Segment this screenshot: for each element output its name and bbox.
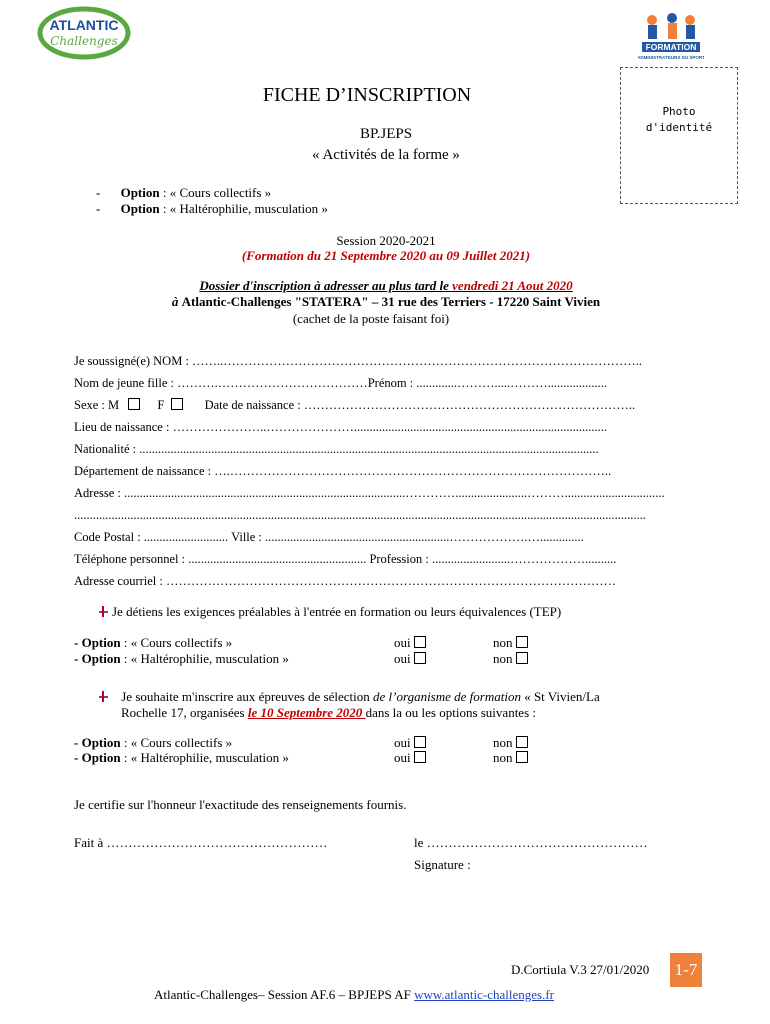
date-field[interactable]: le ……………………………………………: [414, 835, 648, 850]
page-number-badge: 1-7: [670, 953, 702, 987]
option-label: Option: [120, 201, 160, 216]
option-line-2: [96, 201, 328, 217]
signature-label[interactable]: Signature :: [414, 857, 471, 872]
atlantic-challenges-logo-graphic: [36, 4, 132, 62]
postmark-note: (cachet de la poste faisant foi): [292, 311, 450, 326]
tep-statement: [98, 604, 561, 620]
sexe-label: Sexe : M: [74, 398, 120, 412]
oui-label: oui: [394, 651, 411, 666]
selection-oui-2[interactable]: [394, 750, 426, 766]
tep-oui-2[interactable]: [394, 651, 426, 667]
bullet: -: [96, 201, 101, 216]
tep-text: Je détiens les exigences préalables à l'entrée en formation ou leurs équivalences (TEP): [112, 604, 562, 619]
formation-logo-graphic: [638, 12, 704, 64]
page-title: FICHE D’INSCRIPTION: [262, 84, 472, 106]
adresse-field-2[interactable]: .......................................................................................................................................................................................: [74, 508, 646, 522]
selection-statement: [98, 689, 698, 705]
formation-logo: [638, 12, 704, 64]
naissance-field[interactable]: Date de naissance : ……………………………………………………………………..: [204, 398, 636, 412]
checkbox-non[interactable]: [516, 751, 528, 763]
checkbox-non[interactable]: [516, 652, 528, 664]
selection-statement-2: [121, 705, 536, 721]
oui-label: oui: [394, 750, 411, 765]
checkbox-f[interactable]: [171, 398, 183, 410]
checkbox-oui[interactable]: [414, 652, 426, 664]
checkbox-oui[interactable]: [414, 736, 426, 748]
website-link[interactable]: www.atlantic-challenges.fr: [414, 987, 555, 1002]
selection-text-d: Rochelle 17, organisées: [121, 705, 248, 720]
bullet: -: [96, 185, 101, 200]
option-value: : « Haltérophilie, musculation »: [162, 201, 328, 216]
certify-text: Je certifie sur l'honneur l'exactitude des renseignements fournis.: [74, 797, 407, 812]
version-text: D.Cortiula V.3 27/01/2020: [511, 962, 650, 977]
deadline-prefix: Dossier d'inscription à adresser au plus tard le: [199, 278, 453, 293]
option-label: - Option: [74, 635, 121, 650]
checkbox-non[interactable]: [516, 636, 528, 648]
selection-non-1[interactable]: [493, 735, 528, 751]
photo-label-2: d'identité: [645, 121, 713, 134]
selection-text-b: de l’organisme de formation: [373, 689, 521, 704]
code-postal-field[interactable]: Code Postal : ........................... Ville : ...........................................................……………….…..............: [74, 530, 584, 544]
mailing-address: [0, 294, 770, 310]
session-dates: (Formation du 21 Septembre 2020 au 09 Juillet 2021): [241, 248, 531, 263]
diploma-mention: « Activités de la forme »: [312, 147, 460, 163]
option-label: Option: [120, 185, 160, 200]
address-text: Atlantic-Challenges "STATERA" – 31 rue des Terriers - 17220 Saint Vivien: [181, 294, 601, 309]
checkbox-m[interactable]: [128, 398, 140, 410]
svg-text:ATLANTIC: ATLANTIC: [49, 17, 119, 33]
selection-date: le 10 Septembre 2020: [247, 705, 366, 720]
address-prefix: à: [171, 294, 182, 309]
selection-oui-1[interactable]: [394, 735, 426, 751]
tep-non-1[interactable]: [493, 635, 528, 651]
selection-text-e: dans la ou les options suivantes :: [365, 705, 536, 720]
selection-text-a: Je souhaite m'inscrire aux épreuves de sélection: [121, 689, 374, 704]
checkbox-non[interactable]: [516, 736, 528, 748]
oui-label: oui: [394, 635, 411, 650]
jeune-fille-field[interactable]: Nom de jeune fille : ……….………………………………Prénom : .............……….....………...................: [74, 376, 607, 390]
tep-row-1: [74, 635, 232, 651]
deadline-line: [0, 278, 770, 294]
footer-line: [154, 987, 554, 1003]
selection-row-2: [74, 750, 289, 766]
atlantic-challenges-logo: [36, 4, 132, 62]
nationalite-field[interactable]: Nationalité : ...................................................................................................................................................: [74, 442, 599, 456]
option-value: : « Cours collectifs »: [162, 185, 272, 200]
lieu-field[interactable]: Lieu de naissance : …………………..………………….................................................................................: [74, 420, 607, 434]
sexe-row: [74, 398, 635, 413]
departement-field[interactable]: Département de naissance : ….………………………………………………………………………………..: [74, 464, 612, 478]
option-label: - Option: [74, 750, 121, 765]
nom-field[interactable]: Je soussigné(e) NOM : ……..………………………………………………………………………………………..: [74, 354, 643, 368]
non-label: non: [493, 735, 513, 750]
checkbox-oui[interactable]: [414, 636, 426, 648]
deadline-date: vendredi 21 Aout 2020: [452, 278, 573, 293]
selection-text-c: « St Vivien/La: [520, 689, 600, 704]
option-value: : « Haltérophilie, musculation »: [123, 750, 289, 765]
tep-oui-1[interactable]: [394, 635, 426, 651]
non-label: non: [493, 635, 513, 650]
oui-label: oui: [394, 735, 411, 750]
svg-text:Challenges: Challenges: [50, 34, 118, 48]
option-line-1: [96, 185, 271, 201]
courriel-field[interactable]: Adresse courriel : ………………………………………………………………………………………………: [74, 574, 616, 588]
option-value: : « Cours collectifs »: [123, 735, 233, 750]
option-label: - Option: [74, 735, 121, 750]
diploma-title: BP.JEPS: [359, 126, 413, 142]
tep-row-2: [74, 651, 289, 667]
svg-text:FORMATION: FORMATION: [645, 42, 697, 52]
bullet-arrow-icon: [98, 606, 109, 617]
non-label: non: [493, 750, 513, 765]
svg-text:ADMINISTRATEURS DU SPORT: ADMINISTRATEURS DU SPORT: [638, 55, 704, 60]
fait-a-field[interactable]: Fait à ……………………………………………: [74, 835, 328, 850]
checkbox-oui[interactable]: [414, 751, 426, 763]
selection-non-2[interactable]: [493, 750, 528, 766]
adresse-field[interactable]: Adresse : ..........................................................................................………….......................………................................: [74, 486, 665, 500]
option-value: : « Haltérophilie, musculation »: [123, 651, 289, 666]
bullet-arrow-icon: [98, 691, 109, 702]
selection-row-1: [74, 735, 232, 751]
telephone-field[interactable]: Téléphone personnel : ......................................................... Profession : .........................………………..........: [74, 552, 617, 566]
footer-text: Atlantic-Challenges– Session AF.6 – BPJEPS AF: [154, 987, 415, 1002]
non-label: non: [493, 651, 513, 666]
option-label: - Option: [74, 651, 121, 666]
sexe-f-label: F: [157, 398, 165, 412]
photo-label: Photo: [662, 105, 696, 118]
tep-non-2[interactable]: [493, 651, 528, 667]
session-line: Session 2020-2021: [336, 233, 436, 248]
option-value: : « Cours collectifs »: [123, 635, 233, 650]
